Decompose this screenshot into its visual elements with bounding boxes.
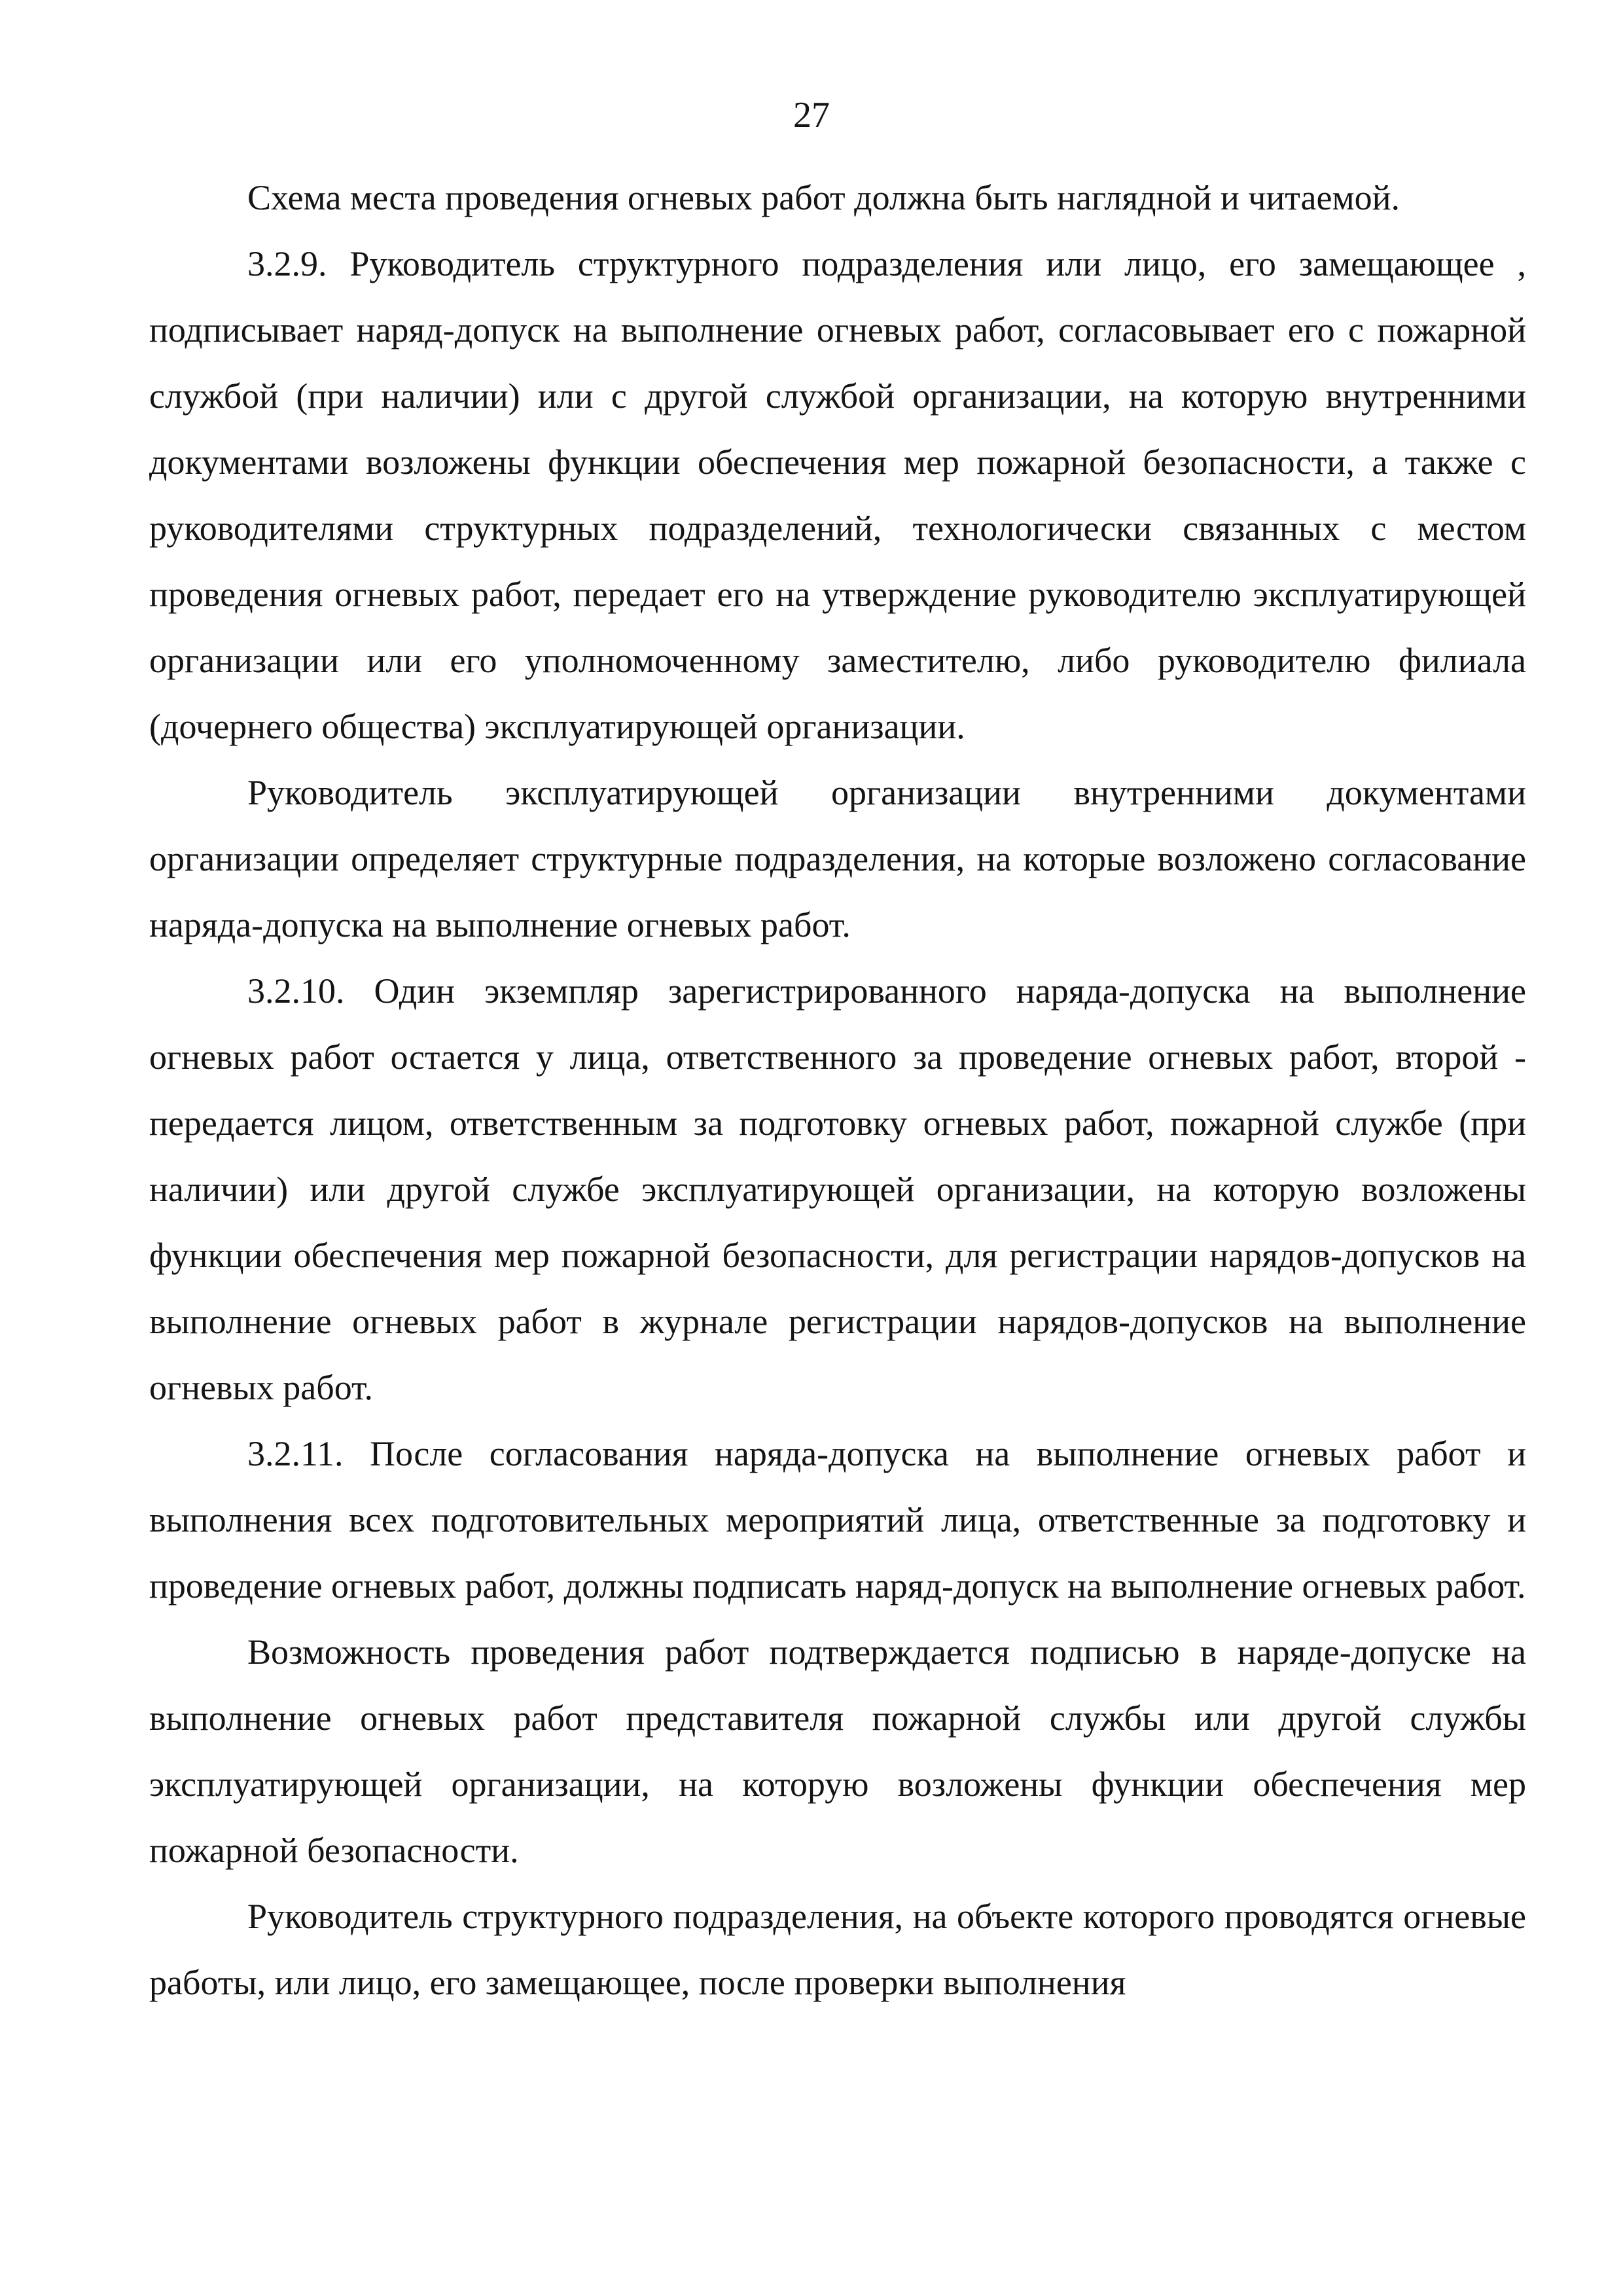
paragraph-work-confirmation: Возможность проведения работ подтверждается подписью в наряде-допуске на выполнение огневых работ представителя пожарной службы или другой службы эксплуатирующей организации, на которую возложены функции обеспечения мер пожарной безопасности. [149, 1632, 1526, 1870]
page-number: 27 [793, 95, 830, 135]
paragraph-department-head-check: Руководитель структурного подразделения, на объекте которого проводятся огневые работы, или лицо, его замещающее, после проверки выполнения [149, 1897, 1526, 2002]
paragraph-3-2-9: 3.2.9. Руководитель структурного подразделения или лицо, его замещающее , подписывает наряд-допуск на выполнение огневых работ, согласовывает его с пожарной службой (при наличии) или с другой службой организации, на которую внутренними документами возложены функции обеспечения мер пожарной безопасности, а также с руководителями структурных подразделений, технологически связанных с местом проведения огневых работ, передает его на утверждение руководителю эксплуатирующей организации или его уполномоченному заместителю, либо руководителю филиала (дочернего общества) эксплуатирующей организации. [149, 244, 1526, 746]
paragraph-3-2-10: 3.2.10. Один экземпляр зарегистрированного наряда-допуска на выполнение огневых работ остается у лица, ответственного за проведение огневых работ, второй - передается лицом, ответственным за подготовку огневых работ, пожарной службе (при наличии) или другой службе эксплуатирующей организации, на которую возложены функции обеспечения мер пожарной безопасности, для регистрации нарядов-допусков на выполнение огневых работ в журнале регистрации нарядов-допусков на выполнение огневых работ. [149, 971, 1526, 1407]
document-body [149, 165, 1526, 2016]
paragraph-3-2-11: 3.2.11. После согласования наряда-допуска на выполнение огневых работ и выполнения всех подготовительных мероприятий лица, ответственные за подготовку и проведение огневых работ, должны подписать наряд-допуск на выполнение огневых работ. [149, 1434, 1526, 1605]
paragraph-hot-work-scheme: Схема места проведения огневых работ должна быть наглядной и читаемой. [247, 178, 1400, 217]
paragraph-approval-departments: Руководитель эксплуатирующей организации внутренними документами организации определяет структурные подразделения, на которые возложено согласование наряда-допуска на выполнение огневых работ. [149, 773, 1526, 944]
